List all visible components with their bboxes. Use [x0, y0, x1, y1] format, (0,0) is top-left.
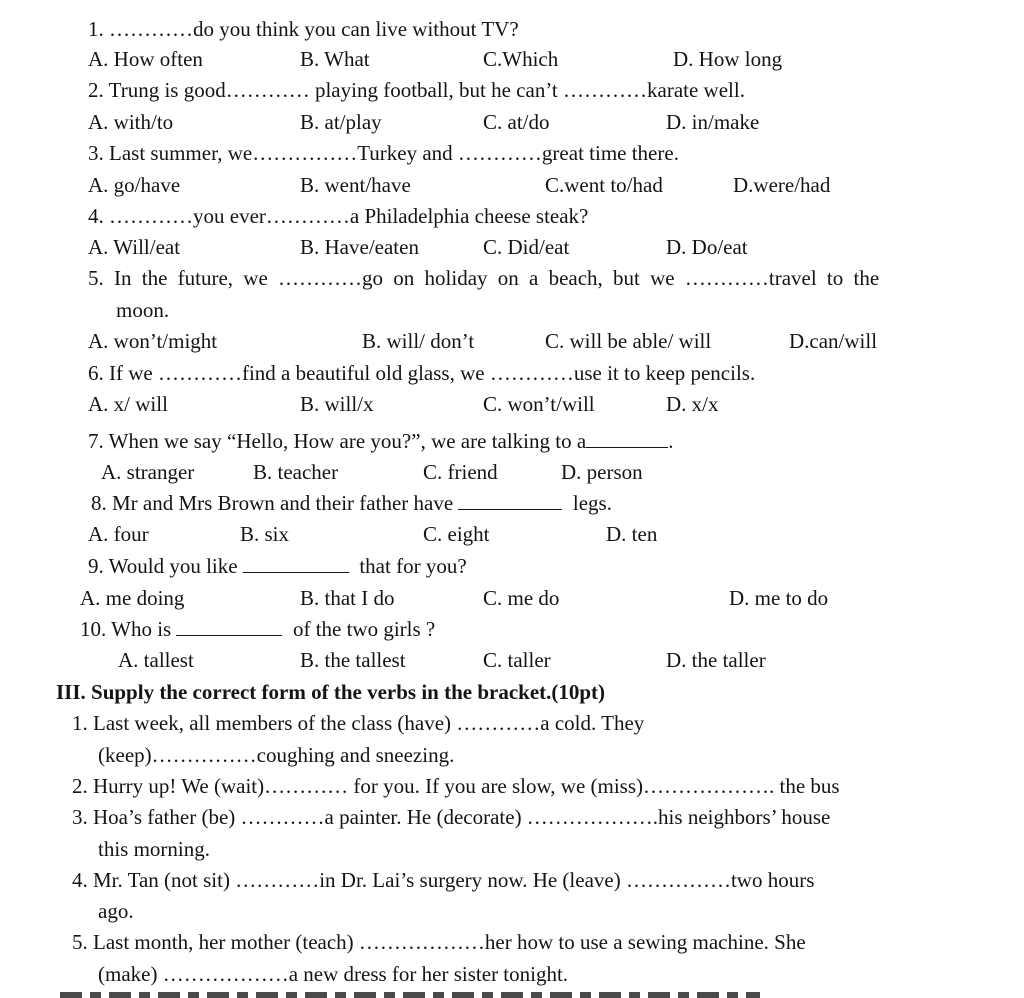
- question-8-text: 8. Mr and Mrs Brown and their father have: [91, 491, 454, 515]
- verb-item-2-line-1: 2. Hurry up! We (wait)………… for you. If you are slow, we (miss)………………. the bus: [72, 774, 840, 798]
- option-5a: A. won’t/might: [88, 329, 218, 353]
- option-6c: C. won’t/will: [483, 392, 595, 416]
- option-4c: C. Did/eat: [483, 235, 570, 259]
- question-4: 4. …………you ever…………a Philadelphia cheese steak?: [88, 204, 589, 228]
- section-3-title: III. Supply the correct form of the verbs in the bracket.(10pt): [56, 680, 606, 704]
- option-6d: D. x/x: [666, 392, 719, 416]
- answer-blank: [586, 429, 668, 448]
- option-3b: B. went/have: [300, 173, 411, 197]
- cropped-bottom-text: [60, 992, 760, 998]
- option-8d: D. ten: [606, 522, 658, 546]
- question-9-end: that for you?: [359, 554, 467, 578]
- option-9c: C. me do: [483, 586, 560, 610]
- option-3c: C.went to/had: [545, 173, 663, 197]
- question-10-end: of the two girls ?: [292, 617, 436, 641]
- option-6a: A. x/ will: [88, 392, 168, 416]
- question-7-end: .: [668, 429, 674, 453]
- option-7d: D. person: [561, 460, 643, 484]
- option-10c: C. taller: [483, 648, 551, 672]
- option-10a: A. tallest: [118, 648, 194, 672]
- option-5b: B. will/ don’t: [362, 329, 475, 353]
- verb-item-4-line-2: ago.: [98, 899, 134, 923]
- option-1d: D. How long: [673, 47, 783, 71]
- question-10-text: 10. Who is: [80, 617, 172, 641]
- verb-item-4-line-1: 4. Mr. Tan (not sit) …………in Dr. Lai’s surgery now. He (leave) ……………two hours: [72, 868, 815, 892]
- option-1b: B. What: [300, 47, 370, 71]
- option-9a: A. me doing: [80, 586, 185, 610]
- verb-item-5-line-2: (make) ………………a new dress for her sister tonight.: [98, 962, 569, 986]
- option-9b: B. that I do: [300, 586, 395, 610]
- question-9-text: 9. Would you like: [88, 554, 238, 578]
- option-1a: A. How often: [88, 47, 203, 71]
- option-6b: B. will/x: [300, 392, 374, 416]
- option-10b: B. the tallest: [300, 648, 406, 672]
- option-7c: C. friend: [423, 460, 498, 484]
- option-1c: C.Which: [483, 47, 559, 71]
- question-2: 2. Trung is good………… playing football, but he can’t …………karate well.: [88, 78, 745, 102]
- answer-blank: [458, 491, 562, 510]
- option-3a: A. go/have: [88, 173, 181, 197]
- verb-item-3-line-1: 3. Hoa’s father (be) …………a painter. He (decorate) ……………….his neighbors’ house: [72, 805, 831, 829]
- option-7a: A. stranger: [101, 460, 195, 484]
- option-3d: D.were/had: [733, 173, 831, 197]
- question-5: 5. In the future, we …………go on holiday on a beach, but we …………travel to the: [88, 266, 880, 290]
- option-9d: D. me to do: [729, 586, 829, 610]
- option-8c: C. eight: [423, 522, 490, 546]
- verb-item-1-line-2: (keep)……………coughing and sneezing.: [98, 743, 455, 767]
- question-8-end: legs.: [572, 491, 612, 515]
- option-2a: A. with/to: [88, 110, 174, 134]
- question-7-text: 7. When we say “Hello, How are you?”, we are talking to a: [88, 429, 587, 453]
- option-2c: C. at/do: [483, 110, 550, 134]
- question-7: [88, 429, 673, 453]
- question-5-cont: moon.: [116, 298, 170, 322]
- question-3: 3. Last summer, we……………Turkey and …………great time there.: [88, 141, 679, 165]
- question-8: [91, 491, 612, 515]
- option-4d: D. Do/eat: [666, 235, 748, 259]
- option-5c: C. will be able/ will: [545, 329, 712, 353]
- verb-item-1-line-1: 1. Last week, all members of the class (have) …………a cold. They: [72, 711, 645, 735]
- option-2b: B. at/play: [300, 110, 382, 134]
- option-2d: D. in/make: [666, 110, 760, 134]
- option-5d: D.can/will: [789, 329, 878, 353]
- option-8a: A. four: [88, 522, 149, 546]
- answer-blank: [243, 554, 349, 573]
- option-7b: B. teacher: [253, 460, 339, 484]
- question-10: [80, 617, 435, 641]
- option-4b: B. Have/eaten: [300, 235, 419, 259]
- option-4a: A. Will/eat: [88, 235, 181, 259]
- verb-item-3-line-2: this morning.: [98, 837, 211, 861]
- option-8b: B. six: [240, 522, 290, 546]
- option-10d: D. the taller: [666, 648, 766, 672]
- question-6: 6. If we …………find a beautiful old glass, we …………use it to keep pencils.: [88, 361, 756, 385]
- question-1: 1. …………do you think you can live without TV?: [88, 17, 519, 41]
- answer-blank: [176, 617, 282, 636]
- question-9: [88, 554, 467, 578]
- cropped-top-heading: [300, 0, 304, 9]
- verb-item-5-line-1: 5. Last month, her mother (teach) ………………her how to use a sewing machine. She: [72, 930, 806, 954]
